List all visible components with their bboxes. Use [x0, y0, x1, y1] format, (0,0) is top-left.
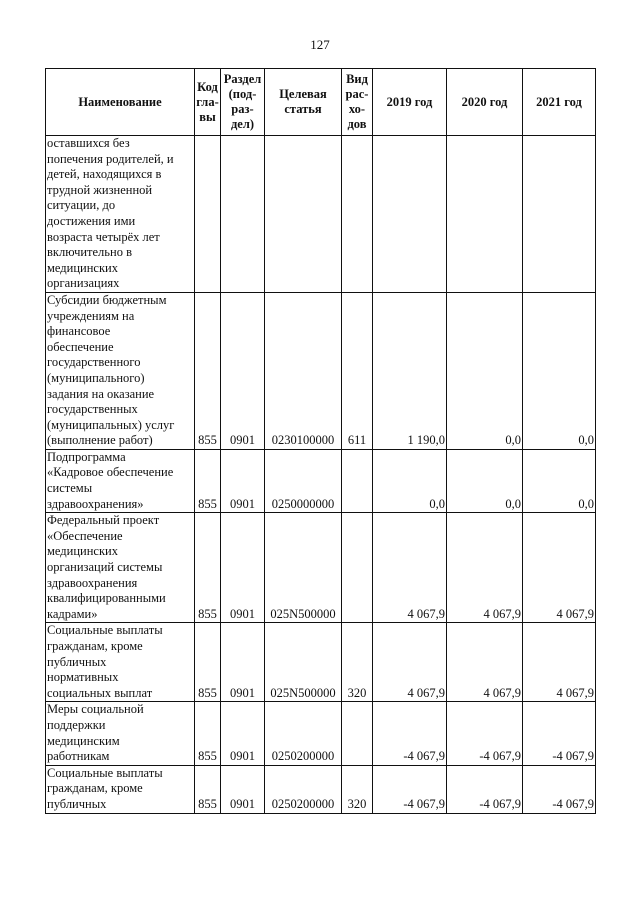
cell-code: 855 [195, 513, 221, 623]
cell-section: 0901 [221, 513, 265, 623]
cell-name [46, 136, 195, 293]
cell-name-line: медицинским [47, 733, 120, 748]
table-row [46, 623, 596, 702]
cell-section: 0901 [221, 702, 265, 765]
cell-name-line: «Обеспечение [47, 528, 123, 543]
cell-name-line: публичных [47, 796, 107, 811]
cell-name-line: здравоохранения» [47, 496, 144, 511]
cell-name [46, 292, 195, 449]
cell-article: 0230100000 [265, 292, 342, 449]
cell-name-line: здравоохранения [47, 575, 138, 590]
cell-name [46, 765, 195, 813]
cell-code: 855 [195, 702, 221, 765]
table-header-row [46, 69, 596, 136]
cell-name-line: достижения ими [47, 213, 136, 228]
cell-2020 [447, 136, 523, 293]
cell-name-line: гражданам, кроме [47, 639, 143, 653]
cell-section: 0901 [221, 623, 265, 702]
header-2020: 2020 год [447, 69, 523, 136]
cell-name-line: (выполнение работ) [47, 433, 153, 448]
cell-name [46, 702, 195, 765]
cell-name-line: государственных [47, 402, 138, 417]
cell-code: 855 [195, 623, 221, 702]
cell-name-line: детей, находящихся в [47, 167, 162, 182]
cell-article: 0250000000 [265, 449, 342, 512]
cell-article [265, 136, 342, 293]
cell-2019: 1 190,0 [373, 292, 447, 449]
cell-name-line: включительно в [47, 245, 132, 260]
cell-name-line: финансовое [47, 324, 111, 339]
cell-article: 025N500000 [265, 513, 342, 623]
cell-code: 855 [195, 765, 221, 813]
cell-2021 [523, 136, 596, 293]
cell-code [195, 136, 221, 293]
cell-code: 855 [195, 292, 221, 449]
cell-2020: -4 067,9 [447, 702, 523, 765]
cell-kind [342, 513, 373, 623]
cell-section: 0901 [221, 449, 265, 512]
header-kind: Вид рас- хо- дов [342, 69, 373, 136]
header-2021: 2021 год [523, 69, 596, 136]
cell-article: 025N500000 [265, 623, 342, 702]
cell-2019: -4 067,9 [373, 765, 447, 813]
header-name: Наименование [46, 69, 195, 136]
cell-name-line: социальных выплат [47, 685, 153, 700]
cell-name-line: Социальные выплаты [47, 765, 163, 780]
cell-kind: 611 [342, 292, 373, 449]
cell-2021: 0,0 [523, 292, 596, 449]
cell-name-line: (муниципального) [47, 370, 145, 385]
cell-name-line: (муниципальных) услуг [47, 417, 175, 432]
cell-name-line: организаций системы [47, 560, 163, 575]
cell-name-line: квалифицированными [47, 591, 166, 606]
cell-2020: -4 067,9 [447, 765, 523, 813]
cell-2020: 4 067,9 [447, 513, 523, 623]
cell-2019: 4 067,9 [373, 513, 447, 623]
cell-2019: 4 067,9 [373, 623, 447, 702]
table-body [46, 136, 596, 814]
table-row [46, 513, 596, 623]
table-row [46, 449, 596, 512]
cell-name-line: системы [47, 481, 93, 496]
cell-name-line: попечения родителей, и [47, 151, 174, 166]
cell-2021: -4 067,9 [523, 765, 596, 813]
cell-code: 855 [195, 449, 221, 512]
cell-name-line: Федеральный проект [47, 513, 160, 528]
header-code: Код гла- вы [195, 69, 221, 136]
cell-name-line: обеспечение [47, 339, 114, 354]
cell-name-line: трудной жизненной [47, 182, 153, 197]
cell-name-line: ситуации, до [47, 198, 116, 213]
cell-2020: 4 067,9 [447, 623, 523, 702]
cell-section: 0901 [221, 292, 265, 449]
cell-name-line: гражданам, кроме [47, 781, 143, 796]
cell-2021: 4 067,9 [523, 623, 596, 702]
cell-name [46, 623, 195, 702]
cell-name-line: медицинских [47, 544, 118, 559]
cell-2021: 0,0 [523, 449, 596, 512]
cell-2021: -4 067,9 [523, 702, 596, 765]
cell-name-line: оставшихся без [47, 136, 130, 150]
budget-table [45, 68, 596, 814]
cell-kind: 320 [342, 623, 373, 702]
cell-name-line: кадрами» [47, 606, 98, 621]
cell-name-line: возраста четырёх лет [47, 229, 160, 244]
cell-article: 0250200000 [265, 765, 342, 813]
cell-name-line: Субсидии бюджетным [47, 292, 167, 307]
cell-name-line: государственного [47, 355, 141, 370]
cell-name-line: Социальные выплаты [47, 623, 163, 638]
cell-kind: 320 [342, 765, 373, 813]
cell-name-line: учреждениям на [47, 308, 135, 323]
page-number: 127 [310, 37, 330, 52]
table-row [46, 136, 596, 293]
cell-2020: 0,0 [447, 292, 523, 449]
header-section: Раздел (под- раз- дел) [221, 69, 265, 136]
cell-kind [342, 449, 373, 512]
table-row [46, 702, 596, 765]
cell-name-line: Подпрограмма [47, 449, 126, 464]
cell-2021: 4 067,9 [523, 513, 596, 623]
cell-name-line: задания на оказание [47, 386, 155, 401]
header-2019: 2019 год [373, 69, 447, 136]
cell-name-line: поддержки [47, 717, 106, 732]
cell-name-line: организациях [47, 276, 120, 291]
cell-name [46, 449, 195, 512]
cell-article: 0250200000 [265, 702, 342, 765]
header-article: Целевая статья [265, 69, 342, 136]
cell-2019: 0,0 [373, 449, 447, 512]
table-row [46, 765, 596, 813]
cell-2019 [373, 136, 447, 293]
cell-name-line: медицинских [47, 260, 118, 275]
cell-name-line: публичных [47, 654, 107, 669]
cell-name [46, 513, 195, 623]
cell-name-line: «Кадровое обеспечение [47, 465, 174, 480]
cell-name-line: нормативных [47, 670, 119, 685]
cell-2020: 0,0 [447, 449, 523, 512]
cell-2019: -4 067,9 [373, 702, 447, 765]
cell-section [221, 136, 265, 293]
cell-name-line: Меры социальной [47, 702, 144, 717]
cell-name-line: работникам [47, 749, 110, 764]
cell-kind [342, 136, 373, 293]
table-row [46, 292, 596, 449]
cell-kind [342, 702, 373, 765]
cell-section: 0901 [221, 765, 265, 813]
